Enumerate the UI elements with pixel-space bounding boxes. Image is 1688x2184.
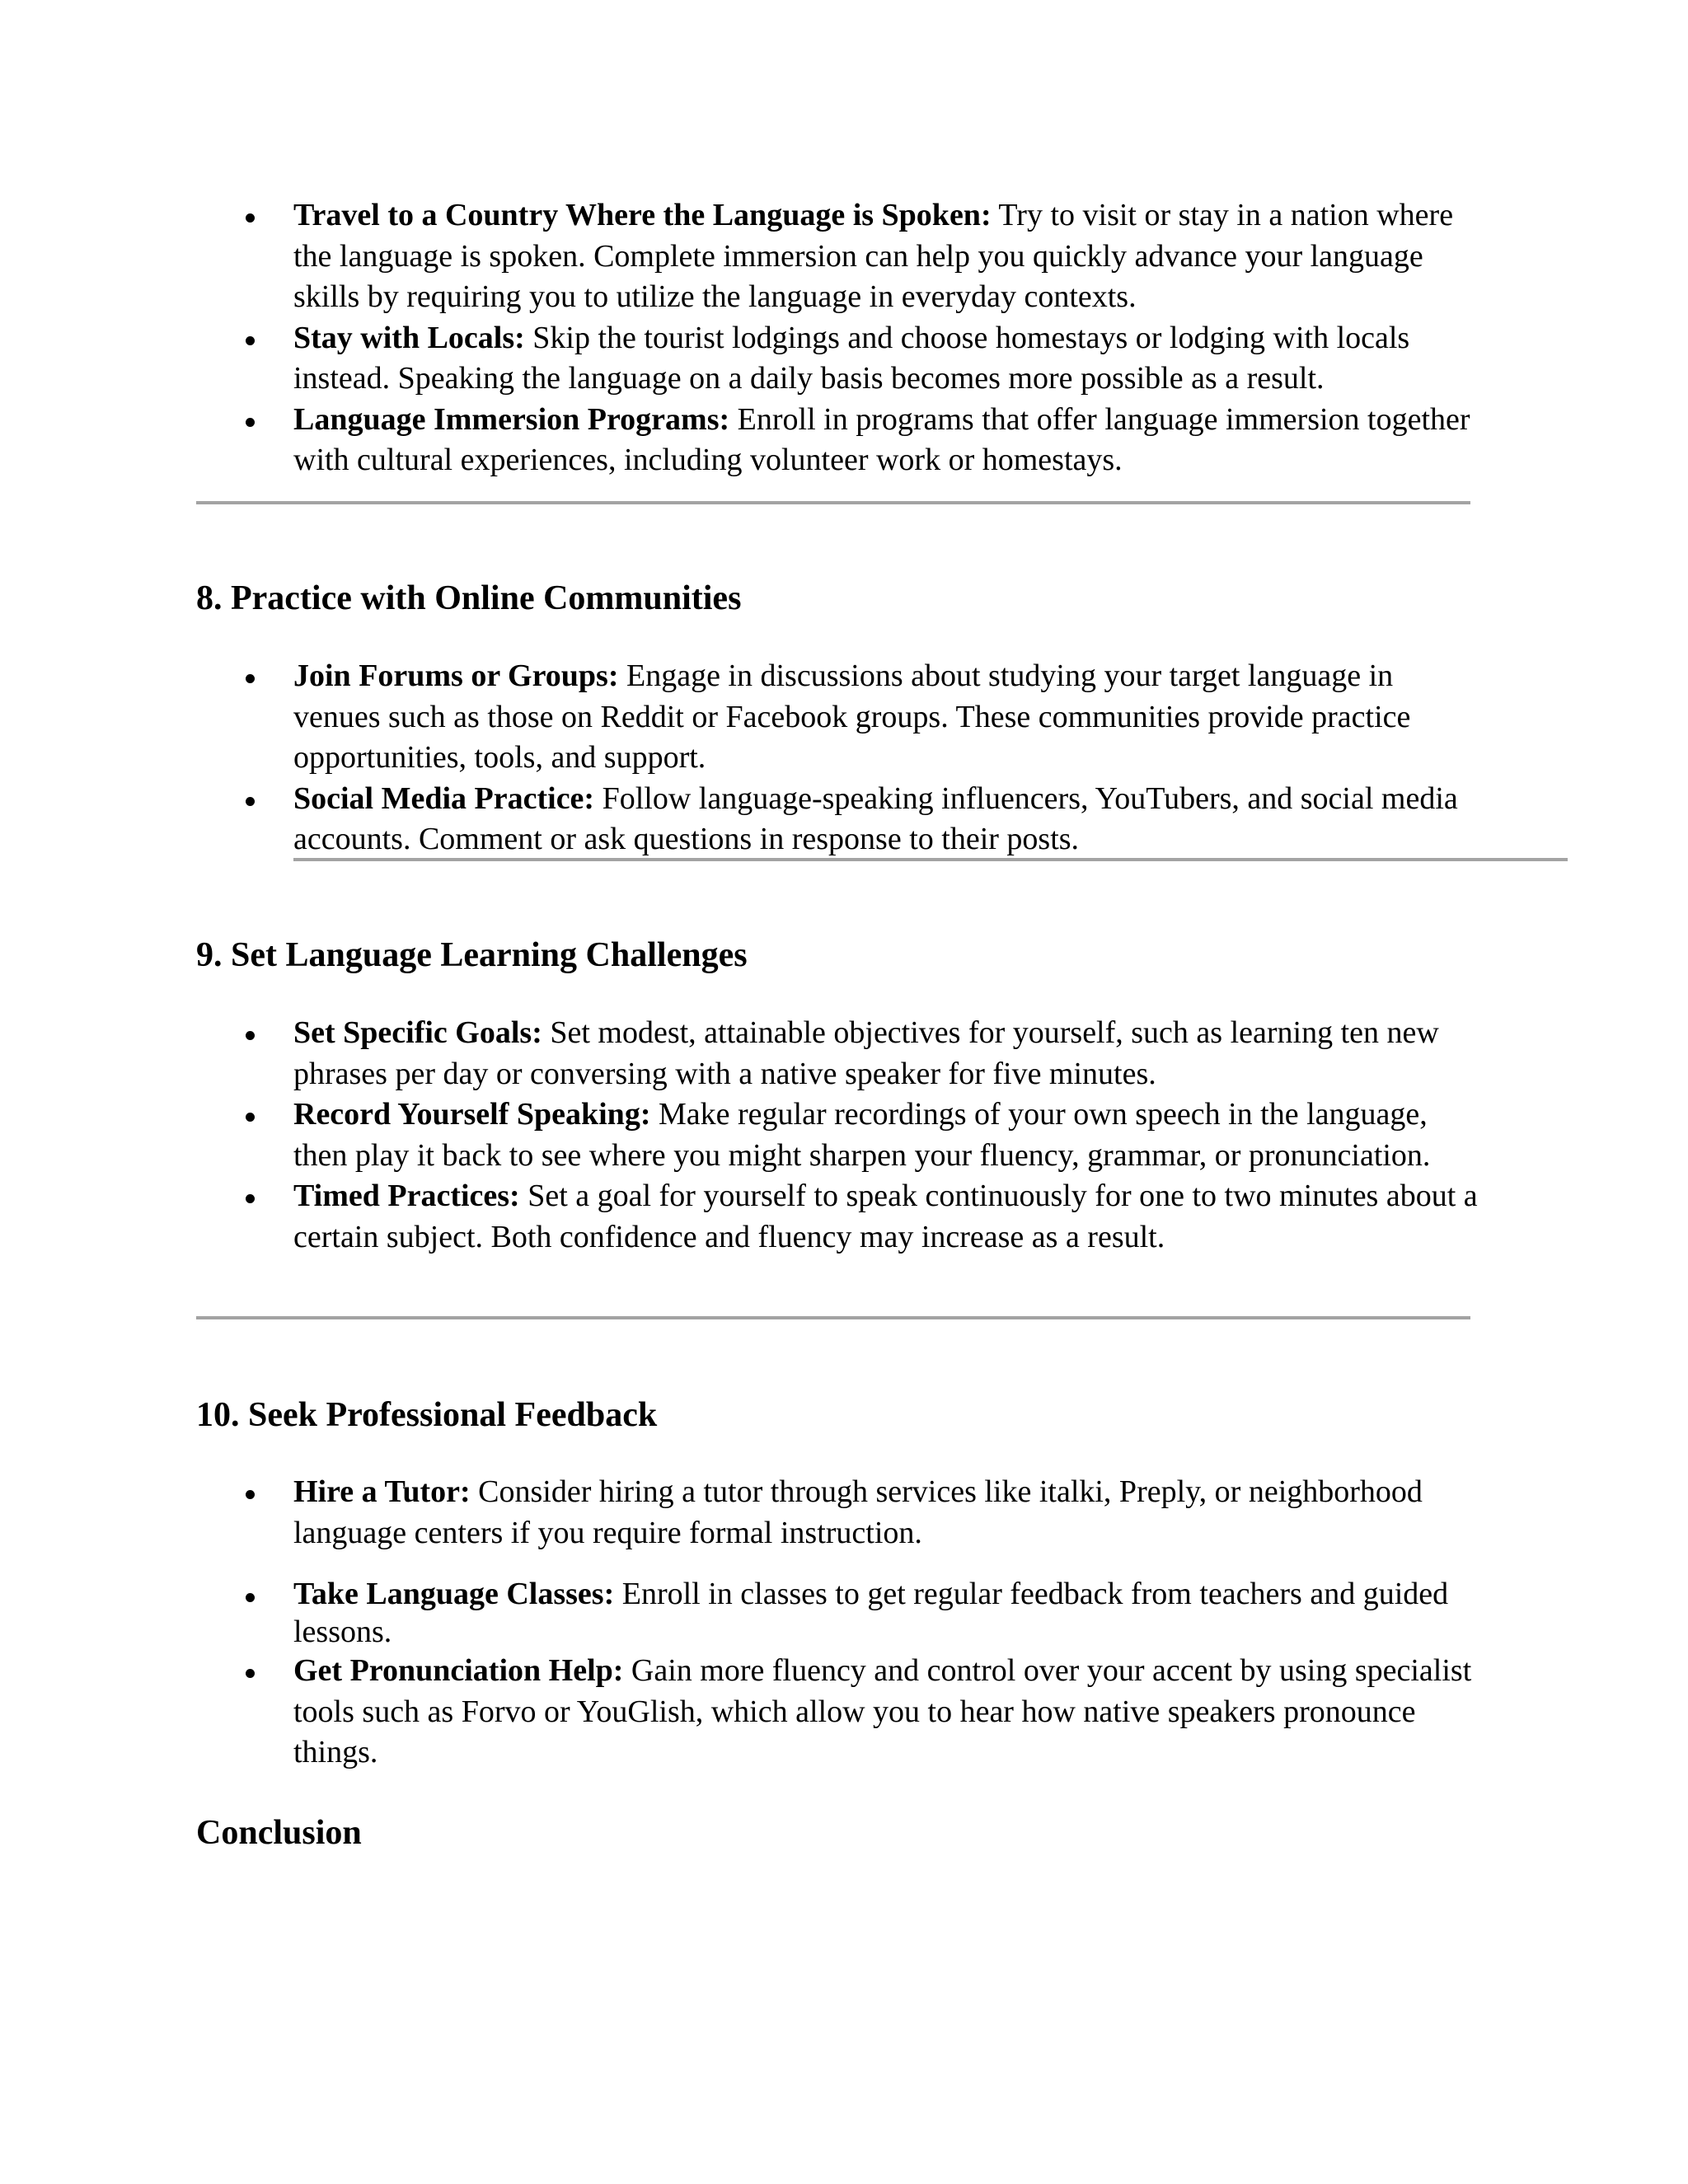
item-term: Set Specific Goals: (293, 1015, 542, 1050)
immersion-list (196, 195, 1482, 481)
item-term: Language Immersion Programs: (293, 401, 730, 437)
bullet-icon (246, 797, 255, 806)
list-item (196, 318, 1482, 400)
conclusion-heading: Conclusion (196, 1814, 362, 1852)
item-text: Consider hiring a tutor through services like italki, Preply, or neighborhood language centers if you require formal instruction. (293, 1474, 1423, 1550)
section-heading: 9. Set Language Learning Challenges (196, 936, 748, 974)
item-term: Stay with Locals: (293, 320, 525, 355)
bullet-icon (246, 1031, 255, 1040)
bullet-icon (246, 1194, 255, 1203)
bullet-icon (246, 1113, 255, 1122)
item-term: Travel to a Country Where the Language is Spoken: (293, 198, 992, 232)
online-communities-list (196, 656, 1482, 860)
list-item (196, 1176, 1482, 1258)
list-item (196, 1094, 1482, 1176)
item-text: Engage in discussions about studying your target language in venues such as those on Reddit or Facebook groups. These communities provide practice opportunities, tools, and support. (293, 658, 1411, 775)
list-item (196, 656, 1482, 779)
item-text: Gain more fluency and control over your accent by using specialist tools such as Forvo or YouGlish, which allow you to hear how native speakers pronounce things. (293, 1653, 1472, 1769)
item-text: Enroll in programs that offer language immersion together with cultural experiences, including volunteer work or homestays. (293, 401, 1470, 477)
item-text: Skip the tourist lodgings and choose homestays or lodging with locals instead. Speaking the language on a daily basis becomes more possible as a result. (293, 320, 1410, 396)
list-item (196, 1013, 1482, 1094)
challenges-list (196, 1013, 1482, 1258)
horizontal-rule (196, 501, 1470, 504)
bullet-icon (246, 1669, 255, 1678)
professional-feedback-list (196, 1472, 1482, 1774)
item-text: Enroll in classes to get regular feedback from teachers and guided lessons. (293, 1577, 1449, 1649)
bullet-icon (246, 213, 255, 223)
item-term: Hire a Tutor: (293, 1474, 471, 1509)
horizontal-rule (293, 858, 1568, 861)
list-item (196, 1575, 1482, 1651)
list-item (196, 400, 1482, 481)
item-text: Follow language-speaking influencers, YouTubers, and social media accounts. Comment or ask questions in response to their posts. (293, 780, 1458, 856)
item-term: Social Media Practice: (293, 780, 595, 816)
section-heading: 8. Practice with Online Communities (196, 579, 742, 617)
item-text: Set a goal for yourself to speak continuously for one to two minutes about a certain subject. Both confidence and fluency may increase as a result. (293, 1179, 1478, 1254)
item-term: Get Pronunciation Help: (293, 1653, 624, 1688)
section-heading: 10. Seek Professional Feedback (196, 1396, 658, 1434)
item-text: Try to visit or stay in a nation where the language is spoken. Complete immersion can help you quickly advance your language skills by requiring you to utilize the language in everyday contexts. (293, 198, 1454, 314)
bullet-icon (246, 336, 255, 345)
list-item (196, 195, 1482, 318)
item-term: Record Yourself Speaking: (293, 1097, 651, 1132)
bullet-icon (246, 1593, 255, 1602)
item-term: Take Language Classes: (293, 1577, 615, 1611)
list-item (196, 1472, 1482, 1554)
item-text: Set modest, attainable objectives for yourself, such as learning ten new phrases per day or conversing with a native speaker for five minutes. (293, 1015, 1439, 1091)
list-item (196, 1651, 1482, 1774)
list-item (196, 779, 1482, 860)
bullet-icon (246, 1490, 255, 1499)
horizontal-rule (196, 1316, 1470, 1319)
item-text: Make regular recordings of your own speech in the language, then play it back to see where you might sharpen your fluency, grammar, or pronunciation. (293, 1097, 1431, 1173)
item-term: Timed Practices: (293, 1179, 520, 1213)
bullet-icon (246, 674, 255, 683)
item-term: Join Forums or Groups: (293, 658, 619, 693)
bullet-icon (246, 418, 255, 427)
